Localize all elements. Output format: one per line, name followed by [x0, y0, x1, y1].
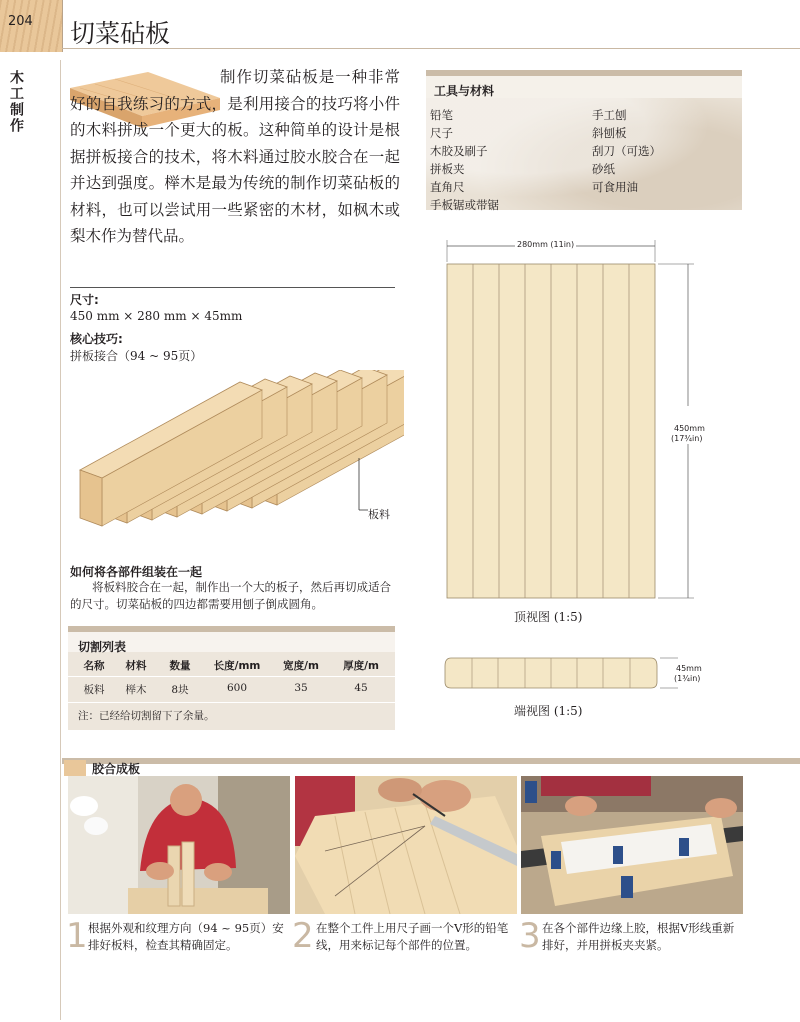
steps-section-swatch — [64, 760, 86, 776]
tools-header — [426, 70, 742, 98]
intro-paragraph — [70, 64, 400, 250]
specs-rule — [70, 287, 395, 288]
step-2-photo — [295, 776, 517, 914]
intro-text: 制作切菜砧板是一种非常好的自我练习的方式，是利用接合的技巧将小件的木料拼成一个更大的板。这种简单的设计是根据拼板接合的技术，将木料通过胶水胶合在一起并达到强度。榉木是最为传统的制作切菜砧板的材料，也可以尝试用一些紧密的木材，如枫木或梨木作为替代品。 — [70, 68, 400, 245]
top-view-drawing — [440, 236, 710, 606]
steps-title: 胶合成板 — [92, 762, 141, 776]
cut-row-divider — [68, 676, 395, 677]
top-width-label: 280mm (11in) — [517, 240, 575, 249]
end-view-caption: 端视图 (1:5) — [514, 704, 583, 718]
end-view-drawing — [440, 652, 710, 692]
tool-item: 直角尺 — [430, 180, 465, 194]
board-label: 板料 — [368, 508, 390, 521]
header-rule — [62, 48, 800, 49]
tool-item: 砂纸 — [592, 162, 615, 176]
step-1-text: 根据外观和纹理方向（94 ~ 95页）安排好板料，检查其精确固定。 — [88, 921, 284, 952]
cut-cell: 板料 — [83, 684, 105, 696]
cut-cell: 8块 — [171, 684, 189, 696]
size-value: 450 mm × 280 mm × 45mm — [70, 309, 243, 323]
skill-title: 核心技巧: — [70, 332, 123, 346]
cut-cell: 35 — [294, 682, 308, 694]
top-height-in: (17¾in) — [671, 434, 703, 443]
end-height-mm: 45mm — [676, 664, 702, 673]
cut-list-title: 切割列表 — [78, 640, 127, 654]
step-2-number: 2 — [292, 916, 314, 956]
side-section-label: 木工制作 — [8, 70, 24, 134]
tools-left-list — [430, 106, 499, 214]
step-3-text: 在各个部件边缘上胶，根据V形线重新排好，并用拼板夹夹紧。 — [542, 921, 735, 952]
margin-rule — [60, 60, 61, 1020]
cut-list-box — [68, 626, 395, 730]
end-height-in: (1¾in) — [674, 674, 701, 683]
cut-col-header: 名称 — [83, 660, 105, 672]
step-2-text: 在整个工件上用尺子画一个V形的铅笔线，用来标记每个部件的位置。 — [316, 921, 509, 952]
tool-item: 手工刨 — [592, 108, 627, 122]
cut-col-header: 材料 — [125, 660, 147, 672]
page-title: 切菜砧板 — [70, 19, 171, 48]
board-strip-end — [80, 470, 102, 526]
cut-cell: 榉木 — [125, 684, 147, 696]
header-divider — [62, 0, 63, 52]
tool-item: 拼板夹 — [430, 162, 465, 176]
skill-value: 拼板接合（94 ~ 95页） — [70, 349, 203, 363]
cut-col-header: 宽度/m — [283, 660, 319, 672]
top-height-mm: 450mm — [674, 424, 705, 433]
board-strips — [80, 370, 404, 526]
step-1-photo — [68, 776, 290, 914]
cut-row-divider — [68, 702, 395, 703]
tool-item: 刮刀（可选） — [592, 144, 661, 158]
step-3-photo — [521, 776, 743, 914]
size-title: 尺寸: — [70, 293, 99, 307]
step-3-number: 3 — [519, 916, 541, 956]
cut-col-header: 厚度/m — [343, 660, 379, 672]
cut-col-header: 长度/mm — [213, 660, 261, 672]
tool-item: 手板锯或带锯 — [430, 198, 499, 212]
tool-item: 可食用油 — [592, 180, 638, 194]
tools-box — [426, 70, 742, 210]
glued-boards-illustration — [72, 370, 404, 550]
cut-cell: 45 — [354, 682, 368, 694]
step-1-number: 1 — [66, 916, 88, 956]
cut-list-note: 注：已经给切割留下了余量。 — [78, 710, 215, 722]
page-number: 204 — [8, 14, 33, 29]
tool-item: 木胶及刷子 — [430, 144, 488, 158]
assembly-title: 如何将各部件组装在一起 — [70, 565, 203, 579]
cut-list-header — [68, 626, 395, 652]
top-view-caption: 顶视图 (1:5) — [514, 610, 583, 624]
tools-title: 工具与材料 — [434, 84, 495, 98]
tools-right-list — [592, 106, 661, 196]
tool-item: 尺子 — [430, 126, 453, 140]
cut-cell: 600 — [226, 682, 248, 694]
cut-col-header: 数量 — [169, 660, 191, 672]
tool-item: 斜刨板 — [592, 126, 627, 140]
tool-item: 铅笔 — [430, 108, 453, 122]
assembly-body: 将板料胶合在一起，制作出一个大的板子，然后再切成适合的尺寸。切菜砧板的四边都需要用刨子倒成圆角。 — [70, 580, 391, 611]
